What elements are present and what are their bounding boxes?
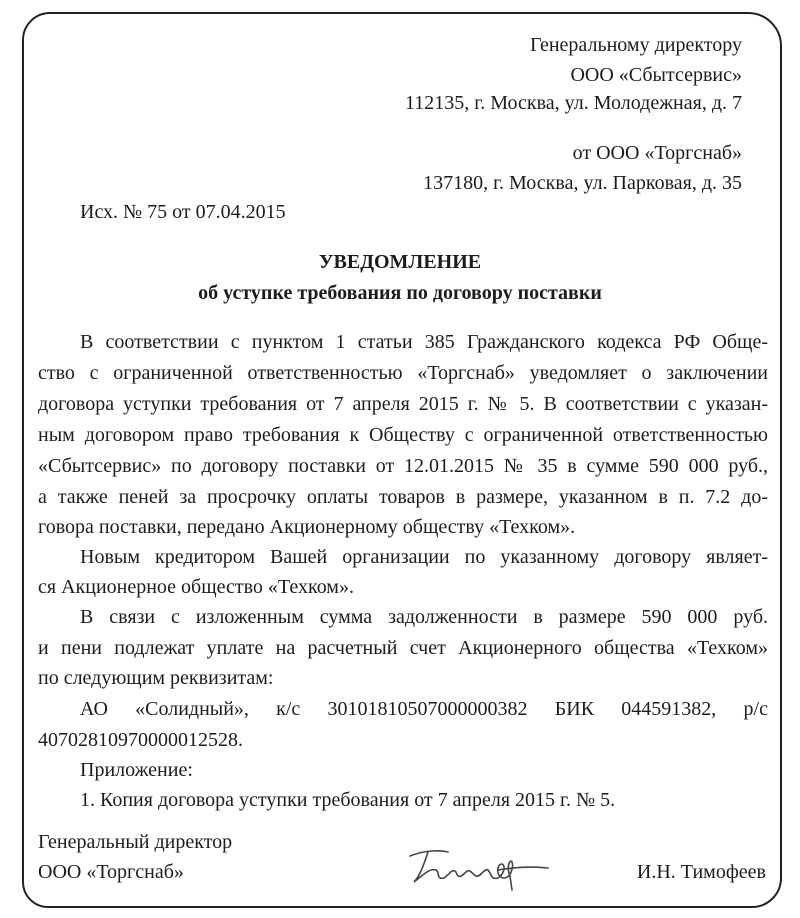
bank-details-line: 40702810970000012528. — [38, 729, 243, 751]
attachment-item: 1. Копия договора уступки требования от 7 апреля 2015 г. № 5. — [80, 789, 616, 811]
signer-company: ООО «Торгснаб» — [38, 861, 184, 883]
paragraph-line: В связи с изложенным сумма задолженности в размере 590 000 руб. — [80, 606, 768, 628]
outgoing-ref: Исх. № 75 от 07.04.2015 — [80, 201, 286, 223]
document-subtitle: об уступке требования по договору поставки — [198, 282, 602, 304]
bank-details-line: АО «Солидный», к/с 30101810507000000382 БИК 044591382, р/с — [80, 698, 768, 720]
handwritten-signature — [400, 838, 560, 898]
paragraph-line: В соответствии с пунктом 1 статьи 385 Гражданского кодекса РФ Обще- — [80, 331, 768, 353]
paragraph-line: Новым кредитором Вашей организации по указанному договору являет- — [80, 546, 768, 568]
paragraph-line: ся Акционерное общество «Техком». — [38, 576, 354, 598]
signer-name: И.Н. Тимофеев — [636, 861, 766, 883]
signer-position: Генеральный директор — [38, 831, 233, 853]
paragraph-line: «Сбытсервис» по договору поставки от 12.01.2015 № 35 в сумме 590 000 руб., — [38, 455, 768, 477]
addressee-line: 112135, г. Москва, ул. Молодежная, д. 7 — [405, 92, 742, 114]
paragraph-line: а также пеней за просрочку оплаты товаров в размере, указанном в п. 7.2 до- — [38, 486, 768, 508]
addressee-line: Генеральному директору — [529, 34, 742, 56]
document-title: УВЕДОМЛЕНИЕ — [318, 251, 482, 273]
paragraph-line: по следующим реквизитам: — [38, 667, 274, 689]
attachment-label: Приложение: — [80, 759, 193, 781]
addressee-line: ООО «Сбытсервис» — [570, 64, 742, 86]
paragraph-line: говора поставки, передано Акционерному обществу «Техком». — [38, 516, 576, 538]
paragraph-line: и пени подлежат уплате на расчетный счет Акционерного общества «Техком» — [38, 637, 768, 659]
sender-line: от ООО «Торгснаб» — [572, 142, 742, 164]
sender-line: 137180, г. Москва, ул. Парковая, д. 35 — [423, 172, 742, 194]
paragraph-line: ство с ограниченной ответственностью «Торгснаб» уведомляет о заключении — [38, 362, 768, 384]
paragraph-line: ным договором право требования к Обществу с ограниченной ответственностью — [38, 424, 768, 446]
paragraph-line: договора уступки требования от 7 апреля 2015 г. № 5. В соответствии с указан- — [38, 393, 768, 415]
